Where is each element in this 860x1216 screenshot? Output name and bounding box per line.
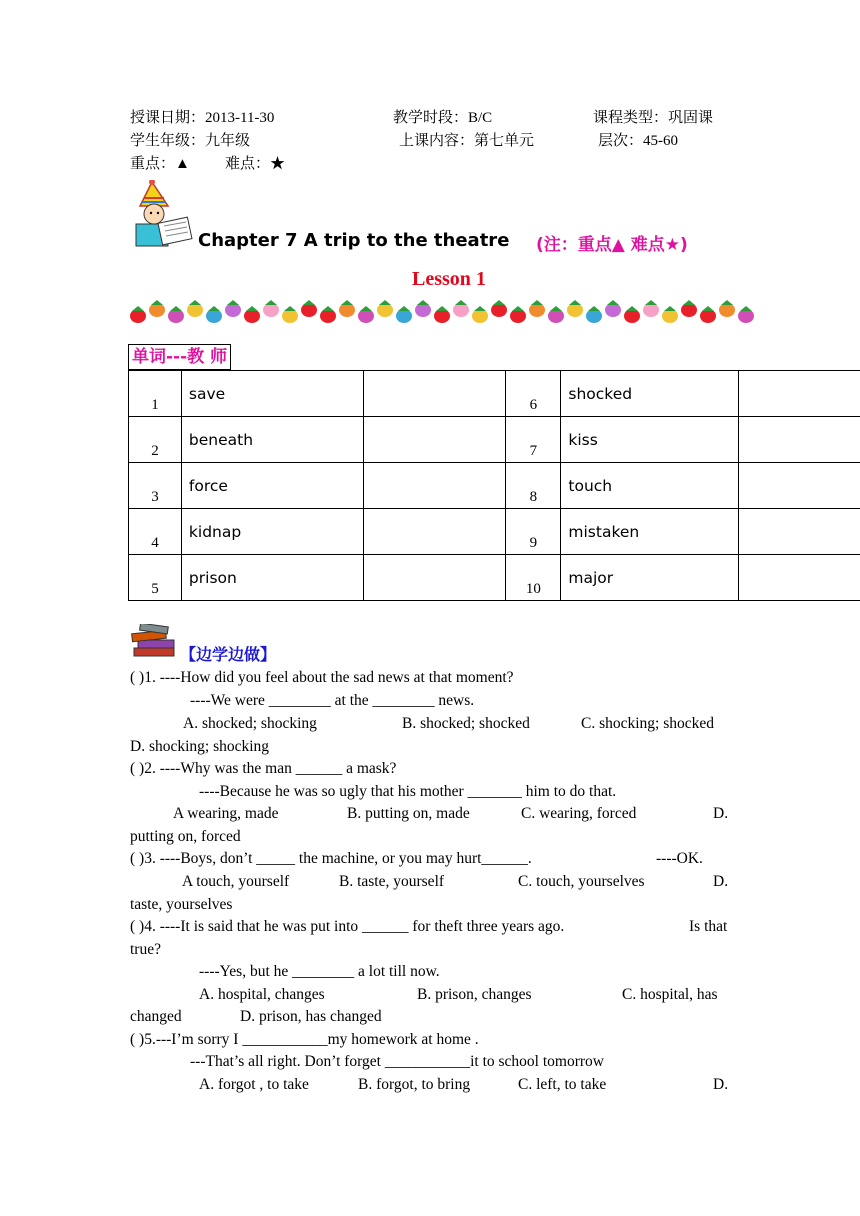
vocab-meaning-blank-cell — [363, 509, 506, 555]
q2-option-d-label: D. — [713, 805, 729, 822]
lesson-content: 上课内容：第七单元 — [399, 133, 535, 149]
strawberry-leaf — [322, 306, 334, 311]
vocab-number: 7 — [529, 443, 538, 459]
strawberry-decoration — [415, 303, 431, 317]
strawberry-leaf — [360, 306, 372, 311]
strawberry-leaf — [303, 300, 315, 305]
legend-note: (注：重点▲ 难点★) — [536, 235, 688, 255]
vocab-number: 10 — [525, 581, 541, 597]
vocab-word-cell — [181, 371, 363, 417]
q5-option-b: B. forgot, to bring — [358, 1076, 471, 1093]
strawberry-decoration — [130, 309, 146, 323]
strawberry-leaf — [284, 306, 296, 311]
strawberry-decoration — [206, 309, 222, 323]
question-4-tail: Is that — [689, 918, 728, 935]
question-2: ( )2. ----Why was the man ______ a mask? — [130, 760, 397, 777]
vocab-word-cell — [181, 555, 363, 601]
strawberry-leaf — [740, 306, 752, 311]
strawberry-decoration — [681, 303, 697, 317]
vocab-word-cell — [561, 509, 739, 555]
strawberry-decoration — [586, 309, 602, 323]
strawberry-leaf — [132, 306, 144, 311]
vocab-word: major — [568, 569, 614, 587]
vocab-number-cell — [506, 371, 561, 417]
q4-option-c-cont: changed — [130, 1008, 182, 1025]
vocab-row — [129, 509, 860, 555]
student-reading-icon — [130, 180, 200, 250]
vocab-row — [129, 371, 860, 417]
vocab-word-cell — [561, 555, 739, 601]
q1-option-b: B. shocked; shocked — [402, 715, 530, 732]
strawberry-decoration — [244, 309, 260, 323]
strawberry-decoration — [396, 309, 412, 323]
strawberry-leaf — [151, 300, 163, 305]
strawberry-decoration — [719, 303, 735, 317]
q4-option-b: B. prison, changes — [417, 986, 532, 1003]
vocab-word: kiss — [568, 431, 598, 449]
vocab-number-cell — [129, 417, 182, 463]
vocab-number: 8 — [529, 489, 538, 505]
strawberry-leaf — [531, 300, 543, 305]
strawberry-decoration — [643, 303, 659, 317]
vocab-number: 3 — [151, 489, 159, 505]
vocab-number-cell — [506, 463, 561, 509]
vocab-word-cell — [561, 371, 739, 417]
strawberry-decoration — [624, 309, 640, 323]
q2-option-d: putting on, forced — [130, 828, 241, 845]
vocab-row — [129, 463, 860, 509]
q5-option-a: A. forgot , to take — [199, 1076, 309, 1093]
strawberry-decoration — [339, 303, 355, 317]
strawberry-decoration — [282, 309, 298, 323]
vocab-number: 1 — [151, 397, 159, 413]
strawberry-decoration — [491, 303, 507, 317]
question-3: ( )3. ----Boys, don’t _____ the machine, or you may hurt______. — [130, 850, 532, 867]
key-point: 重点：▲ — [130, 156, 190, 172]
question-4: ( )4. ----It is said that he was put into ______ for theft three years ago. — [130, 918, 565, 935]
vocab-section-title: 单词---教 师 — [128, 344, 231, 370]
section-heading: 【边学边做】 — [180, 645, 277, 664]
vocab-meaning-blank-cell — [363, 417, 506, 463]
q2-option-b: B. putting on, made — [347, 805, 470, 822]
strawberry-leaf — [683, 300, 695, 305]
vocab-table — [128, 370, 860, 601]
vocab-word-cell — [181, 463, 363, 509]
strawberry-leaf — [265, 300, 277, 305]
vocab-number-cell — [506, 417, 561, 463]
strawberry-leaf — [550, 306, 562, 311]
strawberry-decoration — [301, 303, 317, 317]
strawberry-decoration — [567, 303, 583, 317]
strawberry-leaf — [170, 306, 182, 311]
q1-option-d: D. shocking; shocking — [130, 738, 270, 755]
strawberry-decoration — [738, 309, 754, 323]
strawberry-leaf — [512, 306, 524, 311]
course-type: 课程类型：巩固课 — [593, 110, 714, 126]
strawberry-leaf — [588, 306, 600, 311]
strawberry-decoration — [605, 303, 621, 317]
q1-option-c: C. shocking; shocked — [581, 715, 715, 732]
q3-option-a: A touch, yourself — [182, 873, 290, 890]
strawberry-leaf — [626, 306, 638, 311]
vocab-number-cell — [129, 463, 182, 509]
strawberry-leaf — [189, 300, 201, 305]
strawberry-leaf — [721, 300, 733, 305]
vocab-meaning-blank-cell — [363, 371, 506, 417]
strawberry-decoration — [472, 309, 488, 323]
question-3-reply: ----OK. — [656, 850, 703, 867]
q4-option-a: A. hospital, changes — [199, 986, 325, 1003]
question-5: ( )5.---I’m sorry I ___________my homework at home . — [130, 1031, 479, 1048]
vocab-meaning-blank-cell — [363, 555, 506, 601]
vocab-word: mistaken — [568, 523, 640, 541]
q3-option-c: C. touch, yourselves — [518, 873, 645, 890]
strawberry-decoration — [225, 303, 241, 317]
strawberry-decoration — [700, 309, 716, 323]
student-grade: 学生年级：九年级 — [130, 133, 251, 149]
strawberry-leaf — [569, 300, 581, 305]
vocab-word: prison — [188, 569, 237, 587]
q2-option-c: C. wearing, forced — [521, 805, 637, 822]
vocab-number: 6 — [529, 397, 538, 413]
strawberry-decoration — [377, 303, 393, 317]
level: 层次：45-60 — [598, 133, 678, 149]
vocab-number-cell — [506, 509, 561, 555]
vocab-number-cell — [129, 509, 182, 555]
vocab-word: touch — [568, 477, 613, 495]
strawberry-leaf — [645, 300, 657, 305]
vocab-number: 5 — [151, 581, 159, 597]
vocab-number-cell — [129, 555, 182, 601]
vocab-number: 2 — [151, 443, 159, 459]
vocab-number: 4 — [151, 535, 159, 551]
strawberry-leaf — [227, 300, 239, 305]
vocab-number-cell — [506, 555, 561, 601]
strawberry-leaf — [417, 300, 429, 305]
strawberry-decoration — [453, 303, 469, 317]
vocab-row — [129, 555, 860, 601]
lesson-date: 授课日期：2013-11-30 — [130, 110, 275, 126]
strawberry-leaf — [246, 306, 258, 311]
vocab-meaning-blank-cell — [363, 463, 506, 509]
strawberry-leaf — [664, 306, 676, 311]
vocab-word: shocked — [568, 385, 633, 403]
vocab-word-cell — [181, 509, 363, 555]
lesson-heading: Lesson 1 — [412, 268, 486, 290]
strawberry-leaf — [455, 300, 467, 305]
question-4-answer-line: ----Yes, but he ________ a lot till now. — [199, 963, 440, 980]
books-icon — [130, 624, 180, 660]
strawberry-leaf — [607, 300, 619, 305]
question-5-answer-line: ---That’s all right. Don’t forget ___________it to school tomorrow — [190, 1053, 604, 1070]
vocab-meaning-blank-cell — [739, 417, 860, 463]
strawberry-decoration — [510, 309, 526, 323]
q1-option-a: A. shocked; shocking — [183, 715, 317, 732]
strawberry-decoration — [187, 303, 203, 317]
vocab-meaning-blank-cell — [739, 463, 860, 509]
vocab-word: force — [188, 477, 228, 495]
vocab-word-cell — [561, 417, 739, 463]
vocab-word: save — [188, 385, 226, 403]
vocab-meaning-blank-cell — [739, 371, 860, 417]
q2-option-a: A wearing, made — [173, 805, 279, 822]
chapter-title: Chapter 7 A trip to the theatre — [198, 230, 510, 251]
vocab-word-cell — [561, 463, 739, 509]
strawberry-leaf — [493, 300, 505, 305]
q3-option-d: taste, yourselves — [130, 896, 233, 913]
q4-option-d: D. prison, has changed — [240, 1008, 382, 1025]
vocab-meaning-blank-cell — [739, 509, 860, 555]
q5-option-d-label: D. — [713, 1076, 729, 1093]
strawberry-decoration — [662, 309, 678, 323]
vocab-row — [129, 417, 860, 463]
vocab-word-cell — [181, 417, 363, 463]
strawberry-decoration — [168, 309, 184, 323]
vocab-number: 9 — [529, 535, 538, 551]
q3-option-b: B. taste, yourself — [339, 873, 445, 890]
q5-option-c: C. left, to take — [518, 1076, 607, 1093]
vocab-word: beneath — [188, 431, 254, 449]
strawberry-leaf — [702, 306, 714, 311]
teaching-period: 教学时段：B/C — [393, 110, 493, 126]
question-4-tail-2: true? — [130, 941, 161, 958]
strawberry-decoration — [358, 309, 374, 323]
vocab-word: kidnap — [188, 523, 242, 541]
question-1-answer-line: ----We were ________ at the ________ news. — [190, 692, 475, 709]
strawberry-leaf — [379, 300, 391, 305]
strawberry-decoration — [548, 309, 564, 323]
vocab-meaning-blank-cell — [739, 555, 860, 601]
strawberry-leaf — [436, 306, 448, 311]
q3-option-d-label: D. — [713, 873, 729, 890]
strawberry-decoration — [320, 309, 336, 323]
difficult-point: 难点：★ — [225, 156, 286, 172]
question-1: ( )1. ----How did you feel about the sad news at that moment? — [130, 669, 514, 686]
strawberry-leaf — [341, 300, 353, 305]
strawberry-leaf — [208, 306, 220, 311]
vocab-number-cell — [129, 371, 182, 417]
strawberry-decoration — [263, 303, 279, 317]
strawberry-decoration — [529, 303, 545, 317]
question-2-answer-line: ----Because he was so ugly that his mother _______ him to do that. — [199, 783, 617, 800]
q4-option-c: C. hospital, has — [622, 986, 718, 1003]
strawberry-leaf — [474, 306, 486, 311]
strawberry-decoration — [149, 303, 165, 317]
strawberry-decoration — [434, 309, 450, 323]
strawberry-leaf — [398, 306, 410, 311]
strawberry-border-decoration — [128, 298, 758, 328]
